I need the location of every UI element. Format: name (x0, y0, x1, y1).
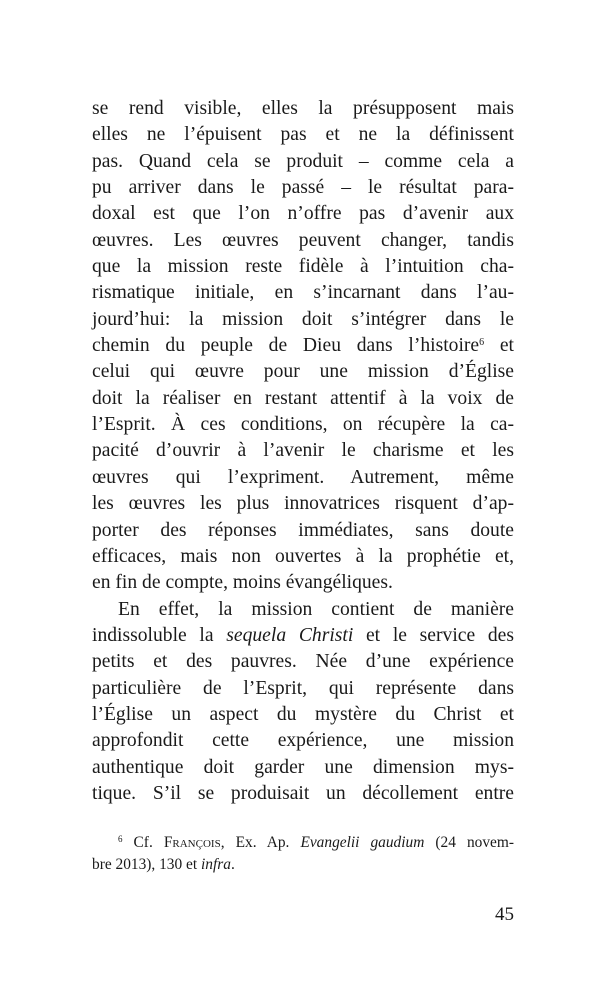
text-line: doxal est que l’on n’offre pas d’avenir aux (92, 203, 514, 225)
text-line-with-footnote (92, 333, 514, 359)
footnote-text: . (230, 856, 235, 873)
text-line: particulière de l’Esprit, qui représente dans (92, 677, 514, 699)
footnote-number: 6 (118, 834, 123, 844)
footnote-line (92, 832, 514, 854)
text-line: petits et des pauvres. Née d’une expérience (92, 651, 514, 673)
text-line: tique. S’il se produisait un décollement entre (92, 782, 514, 804)
footnote-cf: Cf. (133, 834, 153, 851)
text-line: porter des réponses immédiates, sans doute (92, 519, 514, 541)
text-line: authentique doit garder une dimension mys- (92, 756, 514, 778)
text-line: œuvres qui l’expriment. Autrement, même (92, 466, 514, 488)
page-body (92, 96, 514, 807)
text-line-with-italic (92, 623, 514, 649)
text-line: pas. Quand cela se produit – comme cela a (92, 150, 514, 172)
footnote-area (92, 832, 514, 876)
footnote-reference[interactable]: 6 (479, 337, 485, 349)
text-line: celui qui œuvre pour une mission d’Église (92, 361, 514, 383)
footnote-author: François (163, 834, 221, 851)
text-line: en fin de compte, moins évangéliques. (92, 572, 393, 594)
text-fragment: chemin du peuple de Dieu dans l’histoire (92, 335, 480, 357)
text-line: elles ne l’épuisent pas et ne la définissent (92, 124, 514, 146)
text-line: doit la réaliser en restant attentif à la voix de (92, 387, 514, 409)
footnote-text: bre 2013), 130 et (92, 856, 201, 873)
text-line: les œuvres les plus innovatrices risquent d’ap- (92, 493, 514, 515)
text-line: que la mission reste fidèle à l’intuition cha- (92, 256, 514, 278)
text-fragment: et (484, 335, 514, 357)
footnote-line (92, 854, 514, 876)
text-line: approfondit cette expérience, une mission (92, 730, 514, 752)
footnote-italic: infra (201, 856, 231, 873)
text-line: En effet, la mission contient de manière (118, 598, 514, 620)
paragraph-2 (92, 597, 514, 808)
text-line: se rend visible, elles la présupposent mais (92, 98, 514, 119)
text-fragment: et le service des (353, 624, 514, 646)
text-line: pacité d’ouvrir à l’avenir le charisme et les (92, 440, 514, 462)
italic-term: sequela Christi (226, 624, 354, 646)
text-line: l’Église un aspect du mystère du Christ et (92, 703, 514, 725)
text-line: l’Esprit. À ces conditions, on récupère la ca- (92, 414, 514, 436)
paragraph-1 (92, 96, 514, 597)
text-line: rismatique initiale, en s’incarnant dans l’au- (92, 282, 514, 304)
text-line: œuvres. Les œuvres peuvent changer, tandis (92, 229, 514, 251)
text-line: pu arriver dans le passé – le résultat para- (92, 177, 514, 199)
text-fragment: indissoluble la (92, 624, 227, 646)
footnote-date: (24 novem- (424, 834, 514, 851)
page-number: 45 (495, 904, 514, 925)
text-line: jourd’hui: la mission doit s’intégrer dans le (92, 308, 514, 330)
footnote-title: Evangelii gaudium (300, 834, 425, 851)
footnote-source: , Ex. Ap. (220, 834, 290, 851)
text-line: efficaces, mais non ouvertes à la prophétie et, (92, 545, 514, 567)
